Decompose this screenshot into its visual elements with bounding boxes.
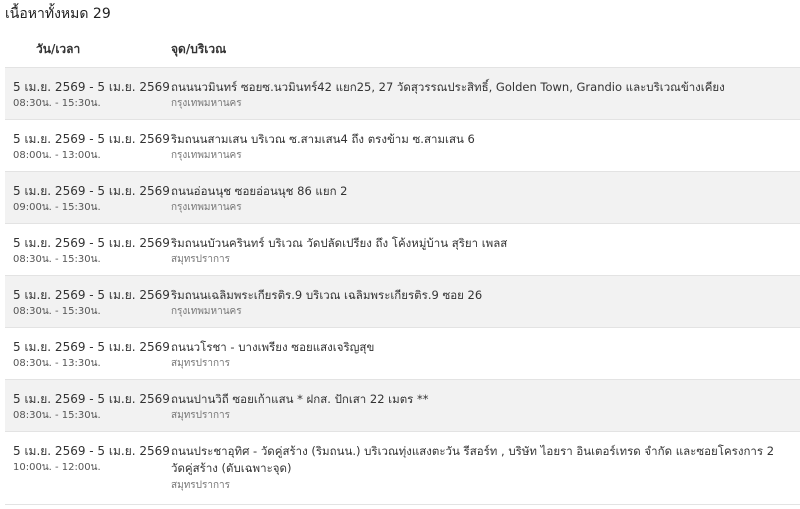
location-text: ริมถนนเฉลิมพระเกียรติร.9 บริเวณ เฉลิมพระเกียรติร.9 ซอย 26 — [171, 288, 483, 302]
datetime-cell — [13, 287, 170, 319]
location-cell — [171, 183, 791, 215]
table-header — [5, 29, 800, 68]
datetime-cell — [13, 235, 170, 267]
page-title: เนื้อหาทั้งหมด 29 — [5, 6, 111, 22]
table-row — [5, 120, 800, 172]
table-row — [5, 224, 800, 276]
location-cell — [171, 287, 791, 319]
location-cell — [171, 443, 791, 493]
location-text: ถนนปานวิถี ซอยเก้าแสน * ฝกส. ปักเสา 22 เมตร ** — [171, 392, 429, 406]
location-cell — [171, 131, 791, 163]
location-cell — [171, 235, 791, 267]
time-range: 08:30น. - 13:30น. — [13, 358, 101, 369]
outage-table — [5, 29, 800, 505]
datetime-cell — [13, 339, 170, 371]
location-cell — [171, 79, 791, 111]
table-row — [5, 276, 800, 328]
date-range: 5 เม.ย. 2569 - 5 เม.ย. 2569 — [13, 132, 170, 146]
location-text: ถนนนวมินทร์ ซอยซ.นวมินทร์42 แยก25, 27 วัดสุวรรณประสิทธิ์, Golden Town, Grandio และบริเวณข้างเคียง — [171, 80, 725, 94]
province-text: กรุงเทพมหานคร — [171, 202, 242, 213]
date-range: 5 เม.ย. 2569 - 5 เม.ย. 2569 — [13, 80, 170, 94]
province-text: กรุงเทพมหานคร — [171, 150, 242, 161]
date-range: 5 เม.ย. 2569 - 5 เม.ย. 2569 — [13, 184, 170, 198]
province-text: สมุทรปราการ — [171, 358, 231, 369]
datetime-cell — [13, 443, 170, 475]
time-range: 08:00น. - 13:00น. — [13, 150, 101, 161]
location-text: ถนนวโรชา - บางเพรียง ซอยแสงเจริญสุข — [171, 340, 375, 354]
location-cell — [171, 339, 791, 371]
date-range: 5 เม.ย. 2569 - 5 เม.ย. 2569 — [13, 236, 170, 250]
location-text: ริมถนนบัวนครินทร์ บริเวณ วัดปลัดเปรียง ถึง โค้งหมู่บ้าน สุริยา เพลส — [171, 236, 508, 250]
time-range: 08:30น. - 15:30น. — [13, 410, 101, 421]
date-range: 5 เม.ย. 2569 - 5 เม.ย. 2569 — [13, 392, 170, 406]
location-text: ถนนอ่อนนุช ซอยอ่อนนุช 86 แยก 2 — [171, 184, 348, 198]
time-range: 08:30น. - 15:30น. — [13, 254, 101, 265]
province-text: กรุงเทพมหานคร — [171, 306, 242, 317]
province-text: กรุงเทพมหานคร — [171, 98, 242, 109]
province-text: สมุทรปราการ — [171, 254, 231, 265]
table-row — [5, 328, 800, 380]
time-range: 08:30น. - 15:30น. — [13, 98, 101, 109]
province-text: สมุทรปราการ — [171, 480, 231, 491]
table-row — [5, 380, 800, 432]
datetime-cell — [13, 183, 170, 215]
time-range: 09:00น. - 15:30น. — [13, 202, 101, 213]
table-row — [5, 68, 800, 120]
time-range: 10:00น. - 12:00น. — [13, 462, 101, 473]
column-header-location: จุด/บริเวณ — [171, 42, 227, 56]
column-header-datetime: วัน/เวลา — [36, 42, 81, 56]
time-range: 08:30น. - 15:30น. — [13, 306, 101, 317]
province-text: สมุทรปราการ — [171, 410, 231, 421]
table-row — [5, 432, 800, 505]
location-text: ถนนประชาอุทิศ - วัดคู่สร้าง (ริมถนน.) บริเวณทุ่งแสงตะวัน รีสอร์ท , บริษัท ไอยรา อินเตอร์เทรด จำกัด และซอยโครงการ 2 วัดคู่สร้าง (ดับเฉพาะจุด) — [171, 444, 775, 475]
date-range: 5 เม.ย. 2569 - 5 เม.ย. 2569 — [13, 444, 170, 458]
location-cell — [171, 391, 791, 423]
table-row — [5, 172, 800, 224]
location-text: ริมถนนสามเสน บริเวณ ซ.สามเสน4 ถึง ตรงข้าม ซ.สามเสน 6 — [171, 132, 475, 146]
datetime-cell — [13, 131, 170, 163]
date-range: 5 เม.ย. 2569 - 5 เม.ย. 2569 — [13, 288, 170, 302]
datetime-cell — [13, 391, 170, 423]
datetime-cell — [13, 79, 170, 111]
date-range: 5 เม.ย. 2569 - 5 เม.ย. 2569 — [13, 340, 170, 354]
